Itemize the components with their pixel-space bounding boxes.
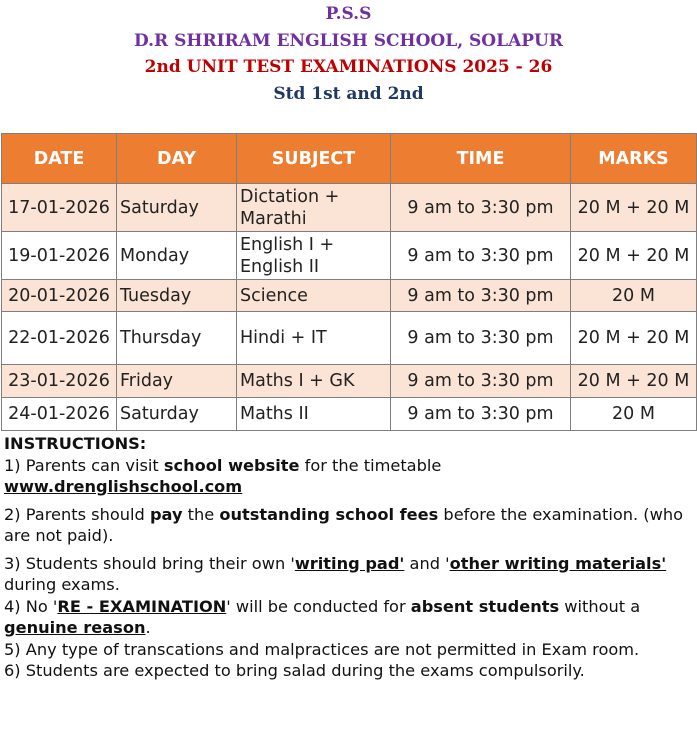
subject-line: English I + [240, 234, 335, 255]
instruction-emphasis: genuine reason [4, 618, 146, 637]
cell-day: Friday [117, 365, 237, 398]
column-header-date: DATE [2, 134, 117, 184]
table-row [2, 312, 697, 365]
subject-line: Marathi [240, 208, 307, 229]
cell-marks: 20 M + 20 M [571, 312, 697, 365]
table-row [2, 280, 697, 312]
cell-marks: 20 M + 20 M [571, 232, 697, 280]
instruction-emphasis: pay [149, 504, 183, 524]
instruction-emphasis: writing pad' [294, 553, 405, 573]
instruction-text: for the timetable [299, 455, 442, 475]
cell-time: 9 am to 3:30 pm [391, 365, 571, 398]
cell-subject [237, 232, 391, 280]
cell-date: 22-01-2026 [2, 312, 117, 365]
instruction-1-link [4, 476, 694, 498]
subject-line: English II [240, 256, 320, 277]
cell-date: 17-01-2026 [2, 184, 117, 232]
cell-day: Tuesday [117, 280, 237, 312]
instruction-emphasis: other writing materials' [449, 553, 667, 573]
instruction-text: and ' [404, 553, 450, 573]
instruction-text: the [182, 504, 220, 524]
cell-date: 23-01-2026 [2, 365, 117, 398]
cell-subject [237, 184, 391, 232]
column-header-subject: SUBJECT [237, 134, 391, 184]
instruction-6: 6) Students are expected to bring salad during the exams compulsorily. [4, 661, 585, 680]
column-header-time: TIME [391, 134, 571, 184]
cell-day: Saturday [117, 398, 237, 431]
timetable [1, 133, 697, 431]
cell-date: 24-01-2026 [2, 398, 117, 431]
cell-subject: Hindi + IT [237, 312, 391, 365]
instruction-text: before the examination. (who are not paid). [4, 504, 684, 545]
school-website-link[interactable]: www.drenglishschool.com [4, 477, 243, 496]
cell-marks: 20 M + 20 M [571, 365, 697, 398]
table-row [2, 398, 697, 431]
cell-time: 9 am to 3:30 pm [391, 232, 571, 280]
instruction-text: 1) Parents can visit [4, 455, 164, 475]
instruction-emphasis: outstanding school fees [219, 504, 439, 524]
cell-day: Thursday [117, 312, 237, 365]
cell-subject: Science [237, 280, 391, 312]
instruction-5: 5) Any type of transcations and malpractices are not permitted in Exam room. [4, 639, 640, 659]
standard-label: Std 1st and 2nd [273, 84, 424, 104]
instruction-text: 3) Students should bring their own ' [4, 553, 295, 573]
org-name: P.S.S [325, 4, 372, 24]
instruction-4 [4, 596, 694, 639]
table-row [2, 232, 697, 280]
instruction-emphasis: RE - EXAMINATION [57, 596, 227, 616]
subject-line: Dictation + [240, 186, 340, 207]
instruction-text: ' will be conducted for [226, 596, 411, 616]
cell-subject: Maths II [237, 398, 391, 431]
table-row [2, 365, 697, 398]
instruction-text: during exams. [4, 575, 120, 594]
cell-date: 19-01-2026 [2, 232, 117, 280]
table-row [2, 184, 697, 232]
instruction-emphasis: absent students [410, 596, 560, 616]
cell-day: Monday [117, 232, 237, 280]
cell-day: Saturday [117, 184, 237, 232]
instruction-text: . [145, 618, 151, 637]
instruction-text: without a [559, 596, 641, 616]
instructions-title: INSTRUCTIONS: [4, 434, 147, 453]
instruction-text: 2) Parents should [4, 504, 150, 524]
instruction-3 [4, 553, 694, 596]
column-header-day: DAY [117, 134, 237, 184]
cell-marks: 20 M [571, 280, 697, 312]
cell-time: 9 am to 3:30 pm [391, 280, 571, 312]
cell-subject: Maths I + GK [237, 365, 391, 398]
instruction-emphasis: school website [163, 455, 300, 475]
cell-date: 20-01-2026 [2, 280, 117, 312]
table-header-row [2, 134, 697, 184]
instruction-2 [4, 504, 694, 547]
cell-marks: 20 M + 20 M [571, 184, 697, 232]
instructions-section [4, 433, 694, 682]
cell-marks: 20 M [571, 398, 697, 431]
cell-time: 9 am to 3:30 pm [391, 312, 571, 365]
school-name: D.R SHRIRAM ENGLISH SCHOOL, SOLAPUR [134, 31, 563, 51]
exam-title: 2nd UNIT TEST EXAMINATIONS 2025 - 26 [144, 57, 553, 77]
column-header-marks: MARKS [571, 134, 697, 184]
instruction-text: 4) No ' [4, 596, 58, 616]
cell-time: 9 am to 3:30 pm [391, 398, 571, 431]
cell-time: 9 am to 3:30 pm [391, 184, 571, 232]
instruction-1 [4, 455, 694, 477]
